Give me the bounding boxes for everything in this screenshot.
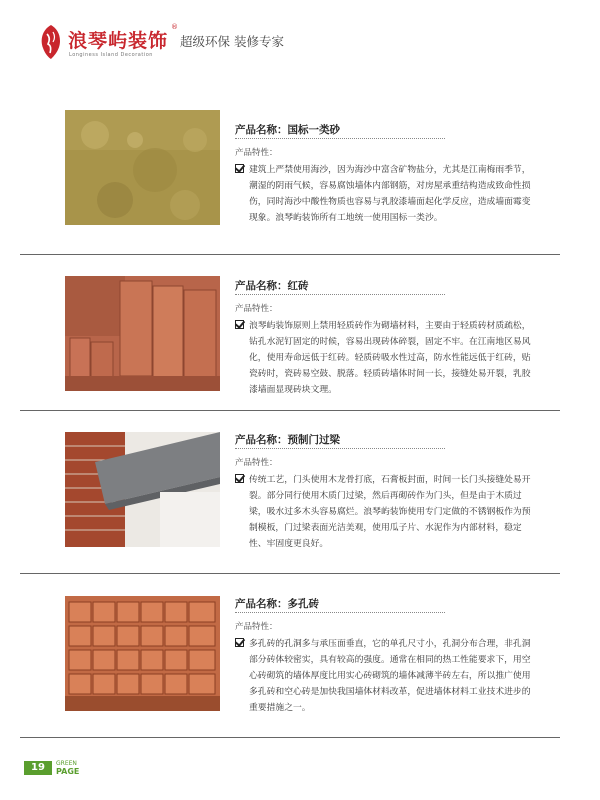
product-name: 产品名称：多孔砖 [235, 598, 319, 610]
checkbox-icon [235, 638, 244, 647]
section-divider [20, 737, 560, 738]
dotted-divider [235, 294, 445, 295]
red-brick-photo [65, 276, 220, 391]
dotted-divider [235, 612, 445, 613]
brand-slogan: 超级环保 装修专家 [180, 34, 284, 49]
footer-green-label: GREEN [56, 760, 77, 767]
dotted-divider [235, 138, 445, 139]
checkbox-icon [235, 474, 244, 483]
section-divider [20, 573, 560, 574]
feature-label: 产品特性： [235, 304, 278, 314]
page-number: 19 [31, 762, 45, 773]
brand-logo-icon [38, 24, 64, 60]
section-divider [20, 410, 560, 411]
feature-label: 产品特性： [235, 458, 278, 468]
product-description: 建筑上严禁使用海沙，因为海沙中富含矿物盐分，尤其是江南梅雨季节，潮湿的阴雨气候，容易腐蚀墙体内部钢筋，对房屋承重结构造成致命性损伤，同时海沙中酸性物质也容易与乳胶漆墙面起化学反应，造成墙面霉变现象。浪琴屿装饰所有工地统一使用国标一类沙。 [249, 165, 531, 223]
checkbox-icon [235, 320, 244, 329]
product-section-lintel [20, 428, 560, 558]
product-description: 传统工艺，门头使用木龙骨打底，石膏板封面，时间一长门头接缝处易开裂。部分同行使用木质门过梁，然后再砌砖作为门头，但是由于木质过梁，吸水过多木头容易腐烂。浪琴屿装饰使用专门定做的不锈钢板作为预制模板，门过梁表面光洁美观，使用瓜子片、水泥作为内部材料，稳定性、牢固度更良好。 [249, 475, 531, 549]
page-number-badge [24, 761, 52, 775]
footer-page-label: PAGE [56, 767, 80, 776]
perforated-brick-photo [65, 596, 220, 711]
page-header [38, 22, 578, 64]
feature-label: 产品特性： [235, 622, 278, 632]
product-description: 多孔砖的孔洞多与承压面垂直，它的单孔尺寸小，孔洞分布合理，非孔洞部分砖体较密实，具有较高的强度。通常在相同的热工性能要求下，用空心砖砌筑的墙体厚度比用实心砖砌筑的墙体减薄半砖左右，所以推广使用多孔砖和空心砖是加快我国墙体材料改革，促进墙体材料工业技术进步的重要措施之一。 [249, 639, 531, 713]
product-section-red-brick [20, 272, 560, 407]
registered-mark: ® [171, 23, 178, 31]
checkbox-icon [235, 164, 244, 173]
brand-name: 浪琴屿装饰 [68, 30, 169, 52]
feature-label: 产品特性： [235, 148, 278, 158]
product-section-sand [20, 110, 560, 245]
lintel-photo [65, 432, 220, 547]
product-section-perforated-brick [20, 592, 560, 722]
product-description: 浪琴屿装饰原则上禁用轻质砖作为砌墙材料，主要由于轻质砖材质疏松，钻孔水泥钉固定的时候，容易出现砖体碎裂，固定不牢。在江南地区易风化，使用寿命远低于红砖。轻质砖吸水性过高，防水性能远低于红砖，贴瓷砖时，瓷砖易空鼓、脱落。轻质砖墙体时间一长，接缝处易开裂，乳胶漆墙面显现砖块文理。 [249, 321, 531, 395]
brand-english-name: Longiness Island Decoration [69, 52, 153, 58]
section-divider [20, 254, 560, 255]
product-name: 产品名称：预制门过梁 [235, 434, 340, 446]
product-name: 产品名称：国标一类砂 [235, 124, 340, 136]
dotted-divider [235, 448, 445, 449]
product-name: 产品名称：红砖 [235, 280, 309, 292]
sand-photo [65, 110, 220, 225]
